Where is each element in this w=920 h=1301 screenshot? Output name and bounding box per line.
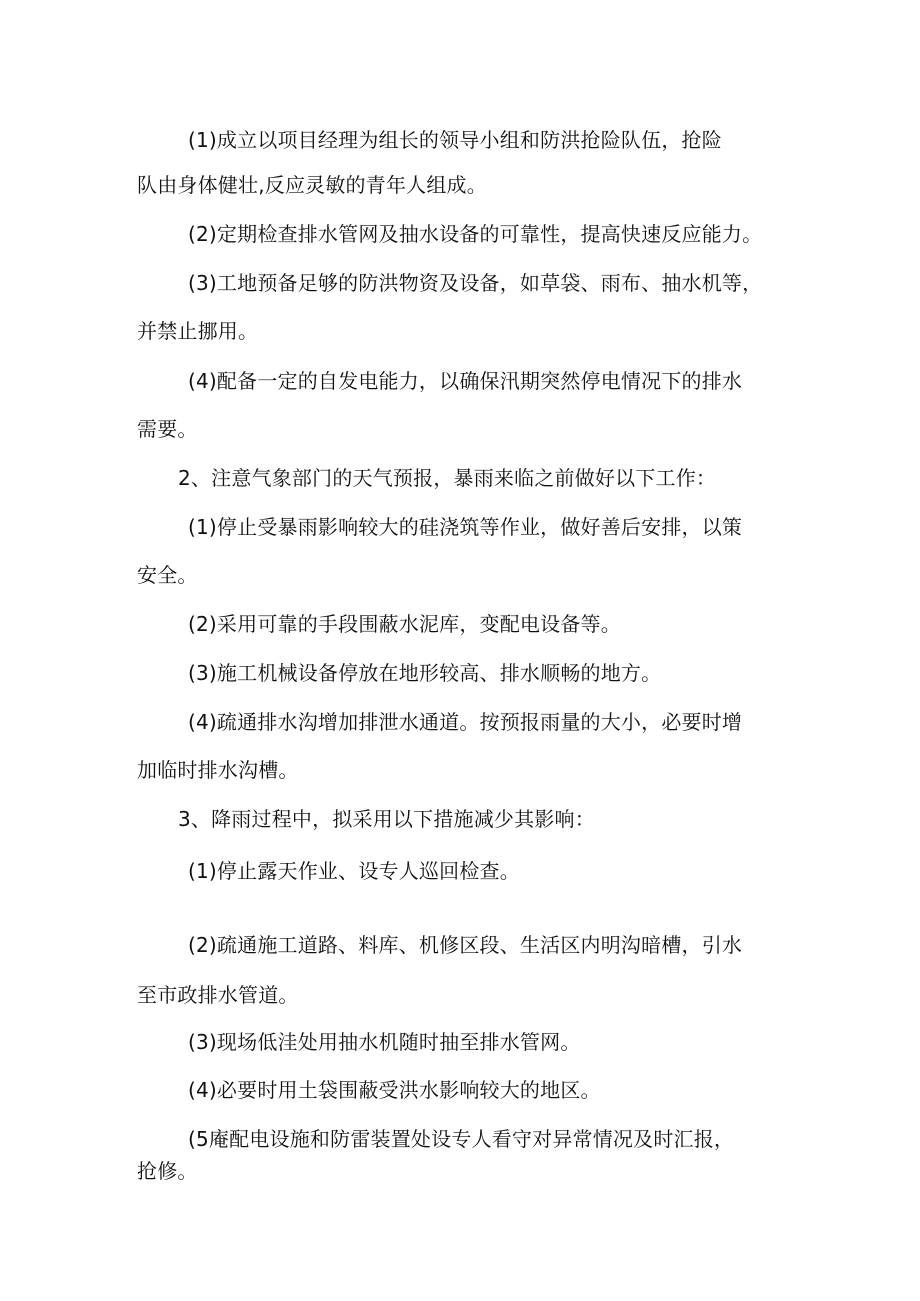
text-line: 抢修。 xyxy=(137,1159,198,1183)
text-line: (2)疏通施工道路、料库、机修区段、生活区内明沟暗槽，引水 xyxy=(188,933,743,957)
text-line: (1)停止露天作业、设专人巡回检查。 xyxy=(188,859,520,883)
text-line: 至市政排水管道。 xyxy=(137,983,299,1007)
text-line: 3、降雨过程中，拟采用以下措施减少其影响： xyxy=(178,807,595,831)
text-line: (4)疏通排水沟增加排泄水通道。按预报雨量的大小，必要时增 xyxy=(188,710,743,734)
text-line: 并禁止挪用。 xyxy=(137,319,259,343)
text-line: (4)配备一定的自发电能力，以确保汛期突然停电情况下的排水 xyxy=(188,369,743,393)
text-line: (2)定期检查排水管网及抽水设备的可靠性，提高快速反应能力。 xyxy=(188,222,763,246)
text-line: (2)采用可靠的手段围蔽水泥库，变配电设备等。 xyxy=(188,612,621,636)
text-line: (1)停止受暴雨影响较大的硅浇筑等作业，做好善后安排，以策 xyxy=(188,515,743,539)
text-line: (4)必要时用土袋围蔽受洪水影响较大的地区。 xyxy=(188,1078,601,1102)
text-line: (5庵配电设施和防雷装置处设专人看守对异常情况及时汇报， xyxy=(188,1127,735,1151)
text-line: (1)成立以项目经理为组长的领导小组和防洪抢险队伍，抢险 xyxy=(188,128,722,152)
text-line: (3)工地预备足够的防洪物资及设备，如草袋、雨布、抽水机等， xyxy=(188,271,763,295)
text-line: 队由身体健壮,反应灵敏的青年人组成。 xyxy=(137,173,487,197)
text-line: (3)施工机械设备停放在地形较高、排水顺畅的地方。 xyxy=(188,661,662,685)
text-line: (3)现场低洼处用抽水机随时抽至排水管网。 xyxy=(188,1030,581,1054)
text-line: 需要。 xyxy=(137,417,198,441)
text-line: 安全。 xyxy=(137,563,198,587)
text-line: 2、注意气象部门的天气预报，暴雨来临之前做好以下工作： xyxy=(178,466,717,490)
text-line: 加临时排水沟槽。 xyxy=(137,758,299,782)
